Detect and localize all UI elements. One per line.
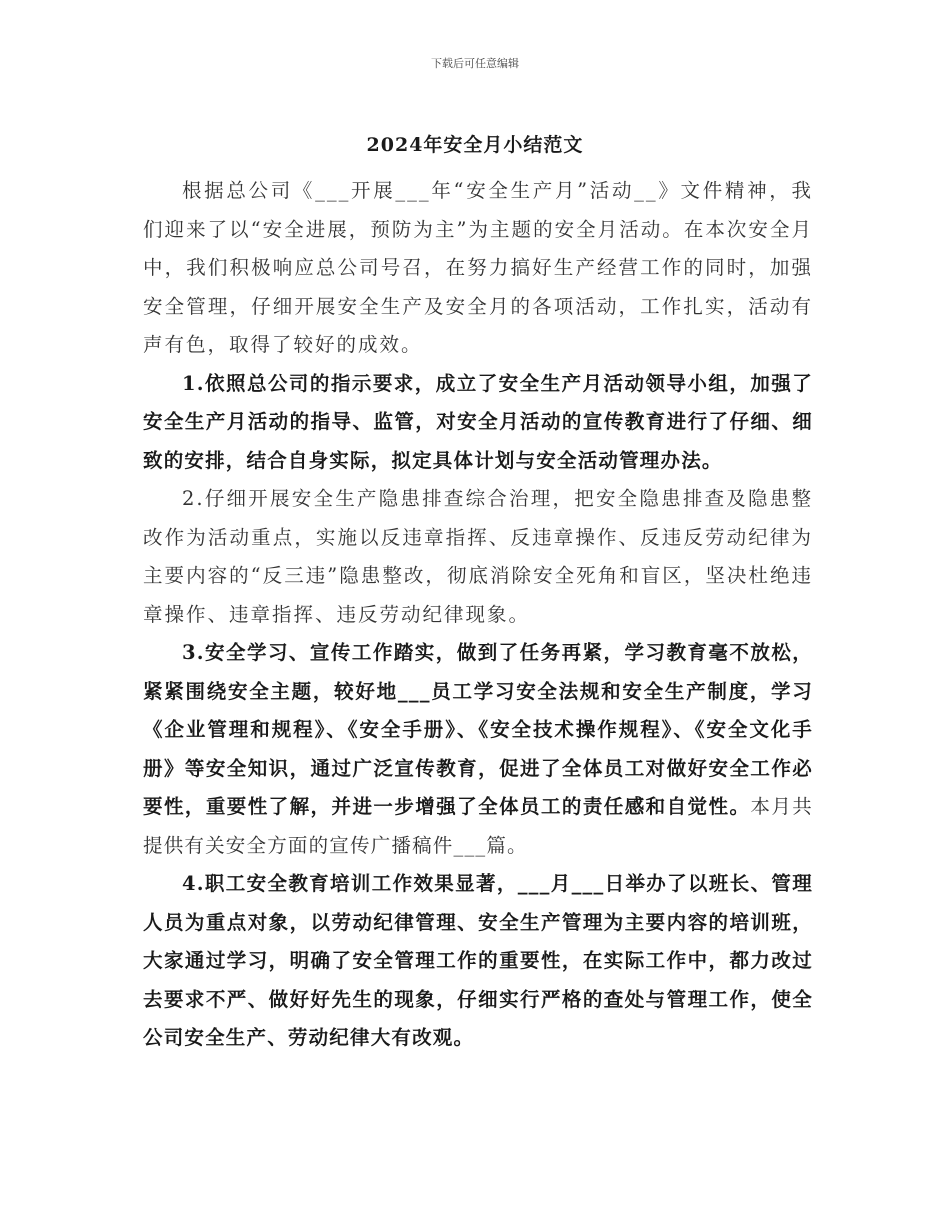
document-title: 2024年安全月小结范文 — [366, 134, 584, 156]
item-3-tail: 本月共提供有关安全方面的宣传广播稿件___篇。 — [143, 795, 813, 857]
item-4-paragraph: 4.职工安全教育培训工作效果显著，___月___日举办了以班长、管理人员为重点对象，以劳动纪律管理、安全生产管理为主要内容的培训班，大家通过学习，明确了安全管理工作的重要性，在实际工作中，都力改过去要求不严、做好好先生的现象，仔细实行严格的查处与管理工作，使全公司安全生产、劳动纪律大有改观。 — [143, 872, 813, 1049]
document-body — [143, 172, 813, 1058]
item-3-paragraph — [143, 634, 813, 865]
page-header-note: 下载后可任意编辑 — [431, 57, 519, 70]
intro-paragraph: 根据总公司《___开展___年“安全生产月”活动__》文件精神，我们迎来了以“安全进展，预防为主”为主题的安全月活动。在本次安全月中，我们积极响应总公司号召，在努力搞好生产经营工作的同时，加强安全管理，仔细开展安全生产及安全月的各项活动，工作扎实，活动有声有色，取得了较好的成效。 — [143, 179, 813, 356]
item-1-paragraph: 1.依照总公司的指示要求，成立了安全生产月活动领导小组，加强了安全生产月活动的指导、监管，对安全月活动的宣传教育进行了仔细、细致的安排，结合自身实际，拟定具体计划与安全活动管理办法。 — [143, 371, 813, 472]
item-3-text: 3.安全学习、宣传工作踏实，做到了任务再紧，学习教育毫不放松，紧紧围绕安全主题，较好地___员工学习安全法规和安全生产制度，学习《企业管理和规程》、《安全手册》、《安全技术操作规程》、《安全文化手册》等安全知识，通过广泛宣传教育，促进了全体员工对做好安全工作必要性，重要性了解，并进一步增强了全体员工的责任感和自觉性。 — [143, 641, 813, 818]
item-2-paragraph: 2.仔细开展安全生产隐患排查综合治理，把安全隐患排查及隐患整改作为活动重点，实施以反违章指挥、反违章操作、反违反劳动纪律为主要内容的“反三违”隐患整改，彻底消除安全死角和盲区，坚决杜绝违章操作、违章指挥、违反劳动纪律现象。 — [143, 487, 813, 626]
